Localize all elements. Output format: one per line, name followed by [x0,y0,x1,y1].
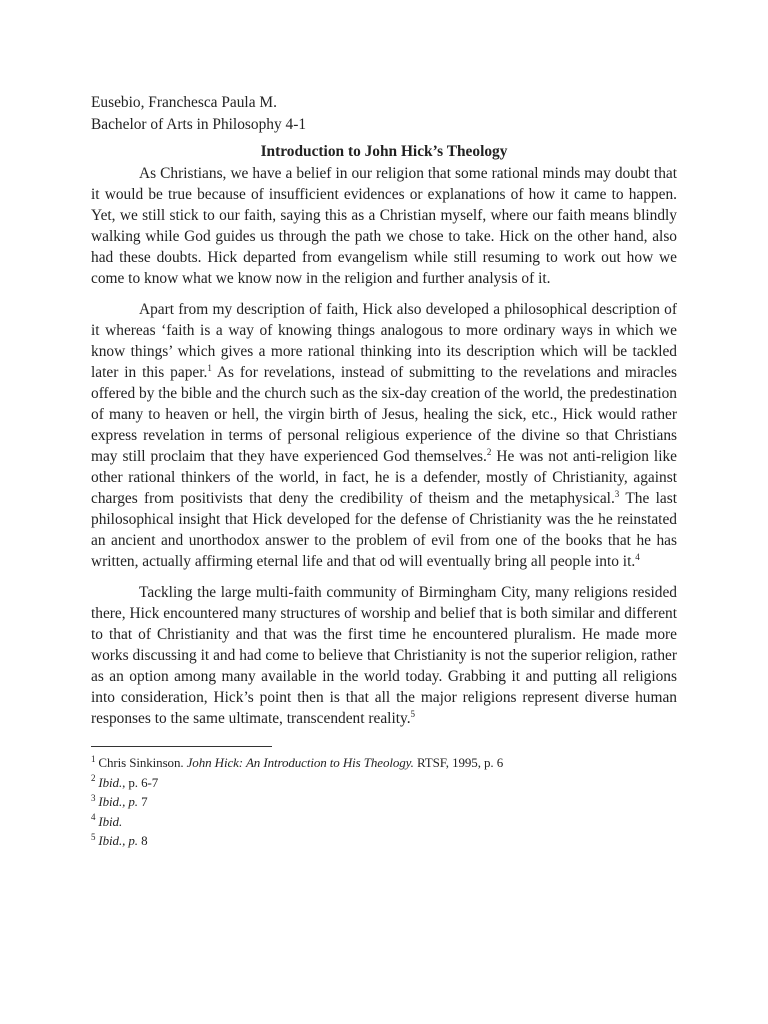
footnote-number: 5 [91,831,96,842]
footnote-author: Chris Sinkinson. [98,755,187,770]
paragraph-2 [91,299,677,572]
footnote-ref-5[interactable]: 5 [410,708,416,719]
paragraph-3 [91,582,677,729]
footnote-ref-3[interactable]: 3 [614,488,620,499]
footnote-pages: , p. 6-7 [122,774,159,790]
footnote-4 [91,812,677,832]
paragraph-2-text-c: He was not anti-religion like other rational thinkers of the world, in fact, he is a defender, mostly of Christianity, against charges from positivists that deny the credibility of theism and the metaphysical. [91,448,677,507]
course-info: Bachelor of Arts in Philosophy 4-1 [91,115,307,133]
paragraph-3-text: Tackling the large multi-faith community of Birmingham City, many religions resided there, Hick encountered many structures of worship and belief that is both similar and different to that of Christianity and that was the first time he encountered pluralism. He made more works discussing it and had come to believe that Christianity is not the superior religion, rather as an option among many available in the world today. Grabbing it and putting all religions into consideration, Hick’s point then is that all the major religions represent diverse human responses to the same ultimate, transcendent reality. [91,584,677,727]
footnote-ibid: Ibid., p. [98,833,138,848]
footnote-ibid: Ibid., p. [98,794,138,809]
footnote-3 [91,792,677,812]
document-title: Introduction to John Hick’s Theology [260,143,508,160]
footnote-ref-1[interactable]: 1 [207,362,212,373]
footnote-ref-2[interactable]: 2 [486,446,492,457]
footnote-number: 4 [91,812,96,823]
footnote-divider [91,746,272,747]
footnote-number: 1 [91,753,96,764]
author-name: Eusebio, Franchesca Paula M. [91,94,277,111]
footnote-2 [91,773,677,793]
footnote-ibid: Ibid. [98,813,123,829]
footnote-number: 3 [91,792,96,803]
footnote-publication: RTSF, 1995, p. 6 [413,755,504,770]
footnote-ref-4[interactable]: 4 [635,551,640,562]
footnote-book-title: John Hick: An Introduction to His Theology. [186,755,414,770]
paragraph-1 [91,163,677,289]
paragraph-2-text-d: The last philosophical insight that Hick developed for the defense of Christianity was the he reinstated an ancient and unorthodox answer to the problem of evil from one of the books that he has written, actually affirming eternal life and that od will eventually bring all people into it. [91,490,677,570]
paragraph-2-text-b: As for revelations, instead of submitting to the revelations and miracles offered by the bible and the church such as the six-day creation of the world, the predestination of many to heaven or hell, the virgin birth of Jesus, healing the sick, etc., Hick would rather express revelation in terms of personal religious experience of the divine so that Christians may still proclaim that they have experienced God themselves. [91,364,677,465]
paragraph-2-text-a: Apart from my description of faith, Hick also developed a philosophical description of it whereas ‘faith is a way of knowing things analogous to more ordinary ways in which we know things’ which gives a more rational thinking into its description which will be tackled later in this paper. [91,301,677,381]
footnotes-section [91,753,677,851]
footnote-number: 2 [91,773,96,784]
footnote-1 [91,753,677,773]
footnote-pages: 8 [137,833,148,848]
footnote-ibid: Ibid. [98,774,123,790]
footnote-5 [91,831,677,851]
paragraph-1-text: As Christians, we have a belief in our religion that some rational minds may doubt that it would be true because of insufficient evidences or explanations of how it came to happen. Yet, we still stick to our faith, saying this as a Christian myself, where our faith means blindly walking while God guides us through the path we chose to take. Hick on the other hand, also had these doubts. Hick departed from evangelism while still resuming to work out how we come to know what we know now in the religion and further analysis of it. [91,165,677,287]
footnote-pages: 7 [137,794,148,809]
